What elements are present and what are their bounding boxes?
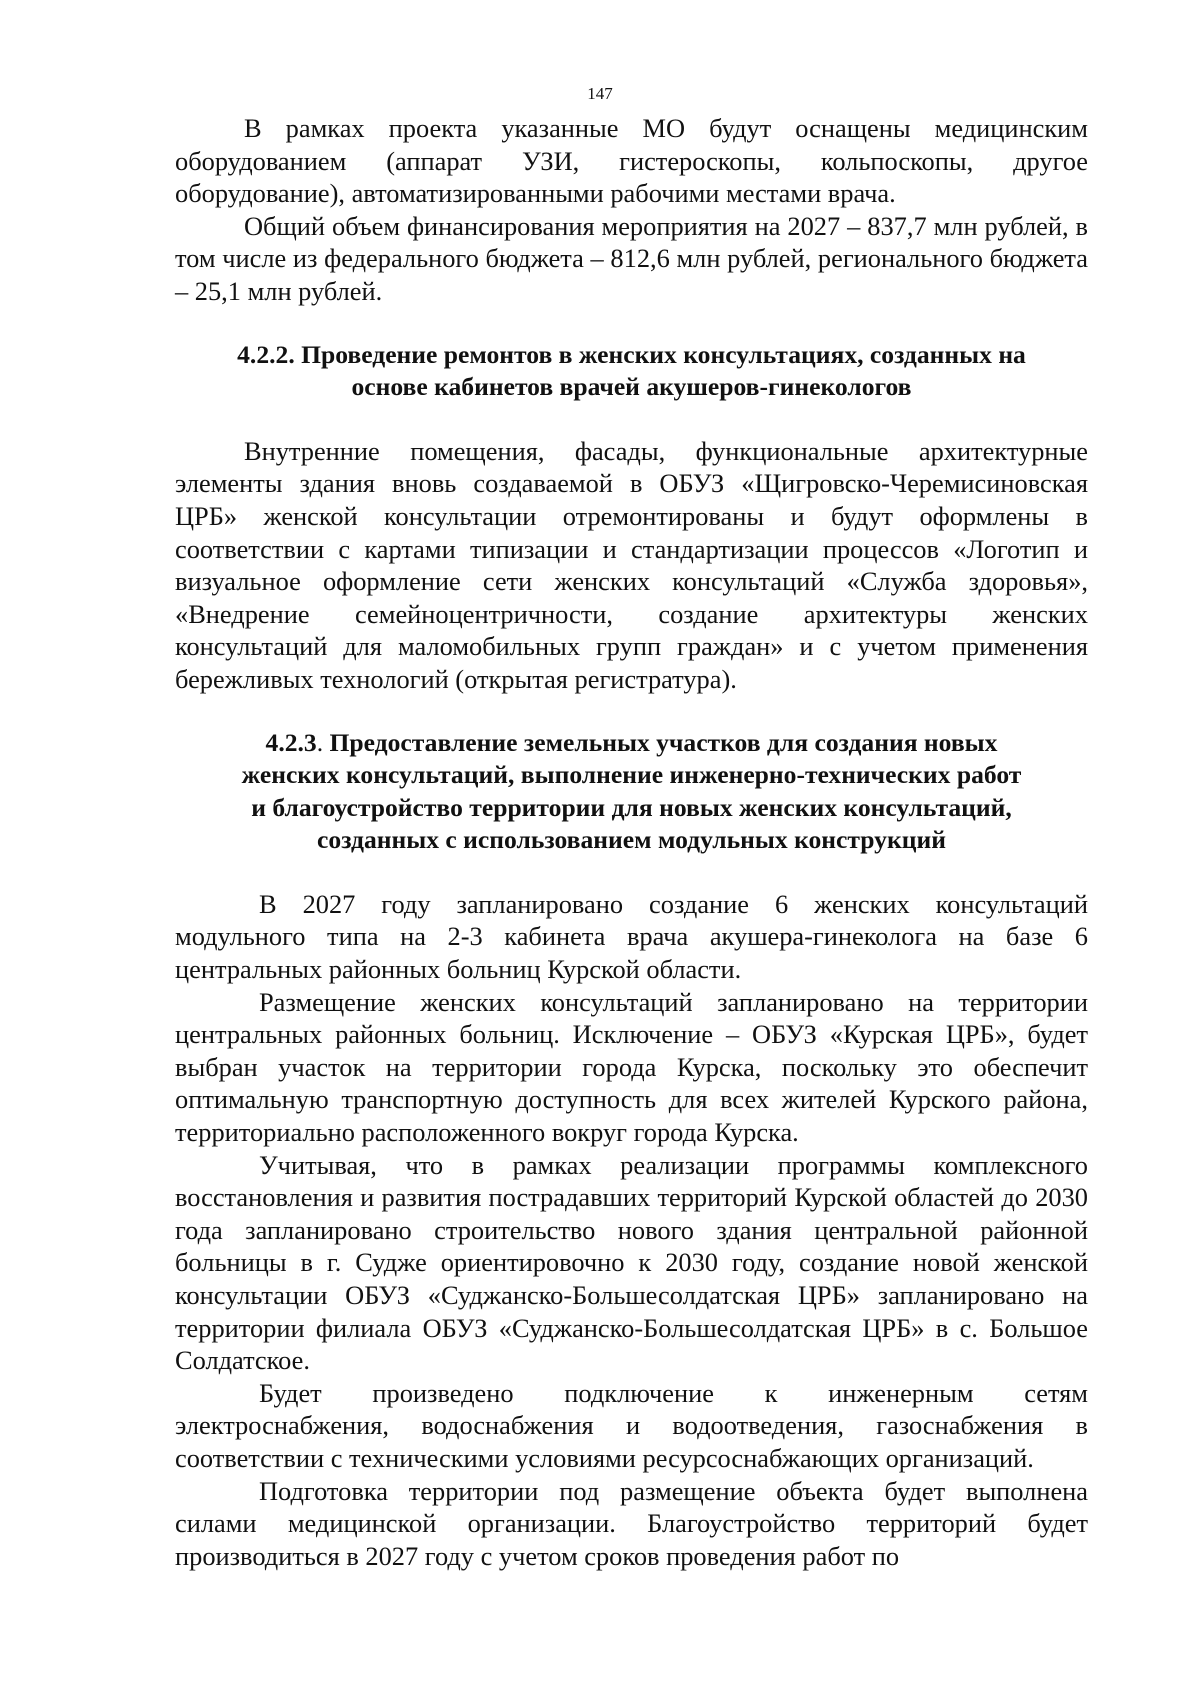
heading-line xyxy=(175,727,1088,760)
heading-separator: . xyxy=(316,727,330,757)
heading-line: 4.2.2. Проведение ремонтов в женских консультациях, созданных на xyxy=(237,339,1026,369)
page-number: 147 xyxy=(587,84,613,103)
heading-line: женских консультаций, выполнение инженерно-технических работ xyxy=(241,760,1022,790)
heading-line-text: Предоставление земельных участков для создания новых xyxy=(329,727,998,757)
paragraph-equipment: В рамках проекта указанные МО будут оснащены медицинским оборудованием (аппарат УЗИ, гистероскопы, кольпоскопы, другое оборудование), автоматизированными рабочими местами врача. xyxy=(175,113,1088,209)
heading-number: 4.2.3 xyxy=(265,727,317,757)
paragraph-financing: Общий объем финансирования мероприятия на 2027 – 837,7 млн рублей, в том числе из федерального бюджета – 812,6 млн рублей, регионального бюджета – 25,1 млн рублей. xyxy=(175,210,1088,306)
paragraph-placement: Размещение женских консультаций запланировано на территории центральных районных больниц. Исключение – ОБУЗ «Курская ЦРБ», будет выбран участок на территории города Курска, поскольку это обеспечит оптимальную транспортную доступность для всех жителей Курского района, территориально расположенного вокруг города Курска. xyxy=(175,986,1088,1148)
paragraph-modular-plan: В 2027 году запланировано создание 6 женских консультаций модульного типа на 2-3 кабинета врача акушера-гинеколога на базе 6 центральных районных больниц Курской области. xyxy=(175,888,1088,985)
page-content xyxy=(175,112,1088,1572)
spacer xyxy=(175,404,1088,435)
spacer xyxy=(175,696,1088,727)
paragraph-utilities: Будет произведено подключение к инженерным сетям электроснабжения, водоснабжения и водоотведения, газоснабжения в соответствии с техническими условиями ресурсоснабжающих организаций. xyxy=(175,1377,1088,1473)
paragraph-renovation: Внутренние помещения, фасады, функциональные архитектурные элементы здания вновь создаваемой в ОБУЗ «Щигровско-Черемисиновская ЦРБ» женской консультации отремонтированы и будут оформлены в соответствии с картами типизации и стандартизации процессов «Логотип и визуальное оформление сети женских консультаций «Служба здоровья», «Внедрение семейноцентричности, создание архитектуры женских консультаций для маломобильных групп граждан» и с учетом применения бережливых технологий (открытая регистратура). xyxy=(175,435,1088,694)
spacer xyxy=(175,308,1088,339)
section-heading-4-2-2 xyxy=(175,339,1088,404)
paragraph-preparation: Подготовка территории под размещение объекта будет выполнена силами медицинской организации. Благоустройство территорий будет производиться в 2027 году с учетом сроков проведения работ по xyxy=(175,1475,1088,1571)
heading-line: созданных с использованием модульных конструкций xyxy=(317,825,946,855)
section-heading-4-2-3 xyxy=(175,727,1088,857)
heading-line: основе кабинетов врачей акушеров-гинекологов xyxy=(351,372,912,402)
heading-line: и благоустройство территории для новых женских консультаций, xyxy=(251,792,1012,822)
paragraph-sudzha: Учитывая, что в рамках реализации программы комплексного восстановления и развития пострадавших территорий Курской областей до 2030 года запланировано строительство нового здания центральной районной больницы в г. Судже ориентировочно к 2030 году, создание новой женской консультации ОБУЗ «Суджанско-Большесолдатская ЦРБ» запланировано на территории филиала ОБУЗ «Суджанско-Большесолдатская ЦРБ» в с. Большое Солдатское. xyxy=(175,1149,1088,1376)
spacer xyxy=(175,857,1088,888)
